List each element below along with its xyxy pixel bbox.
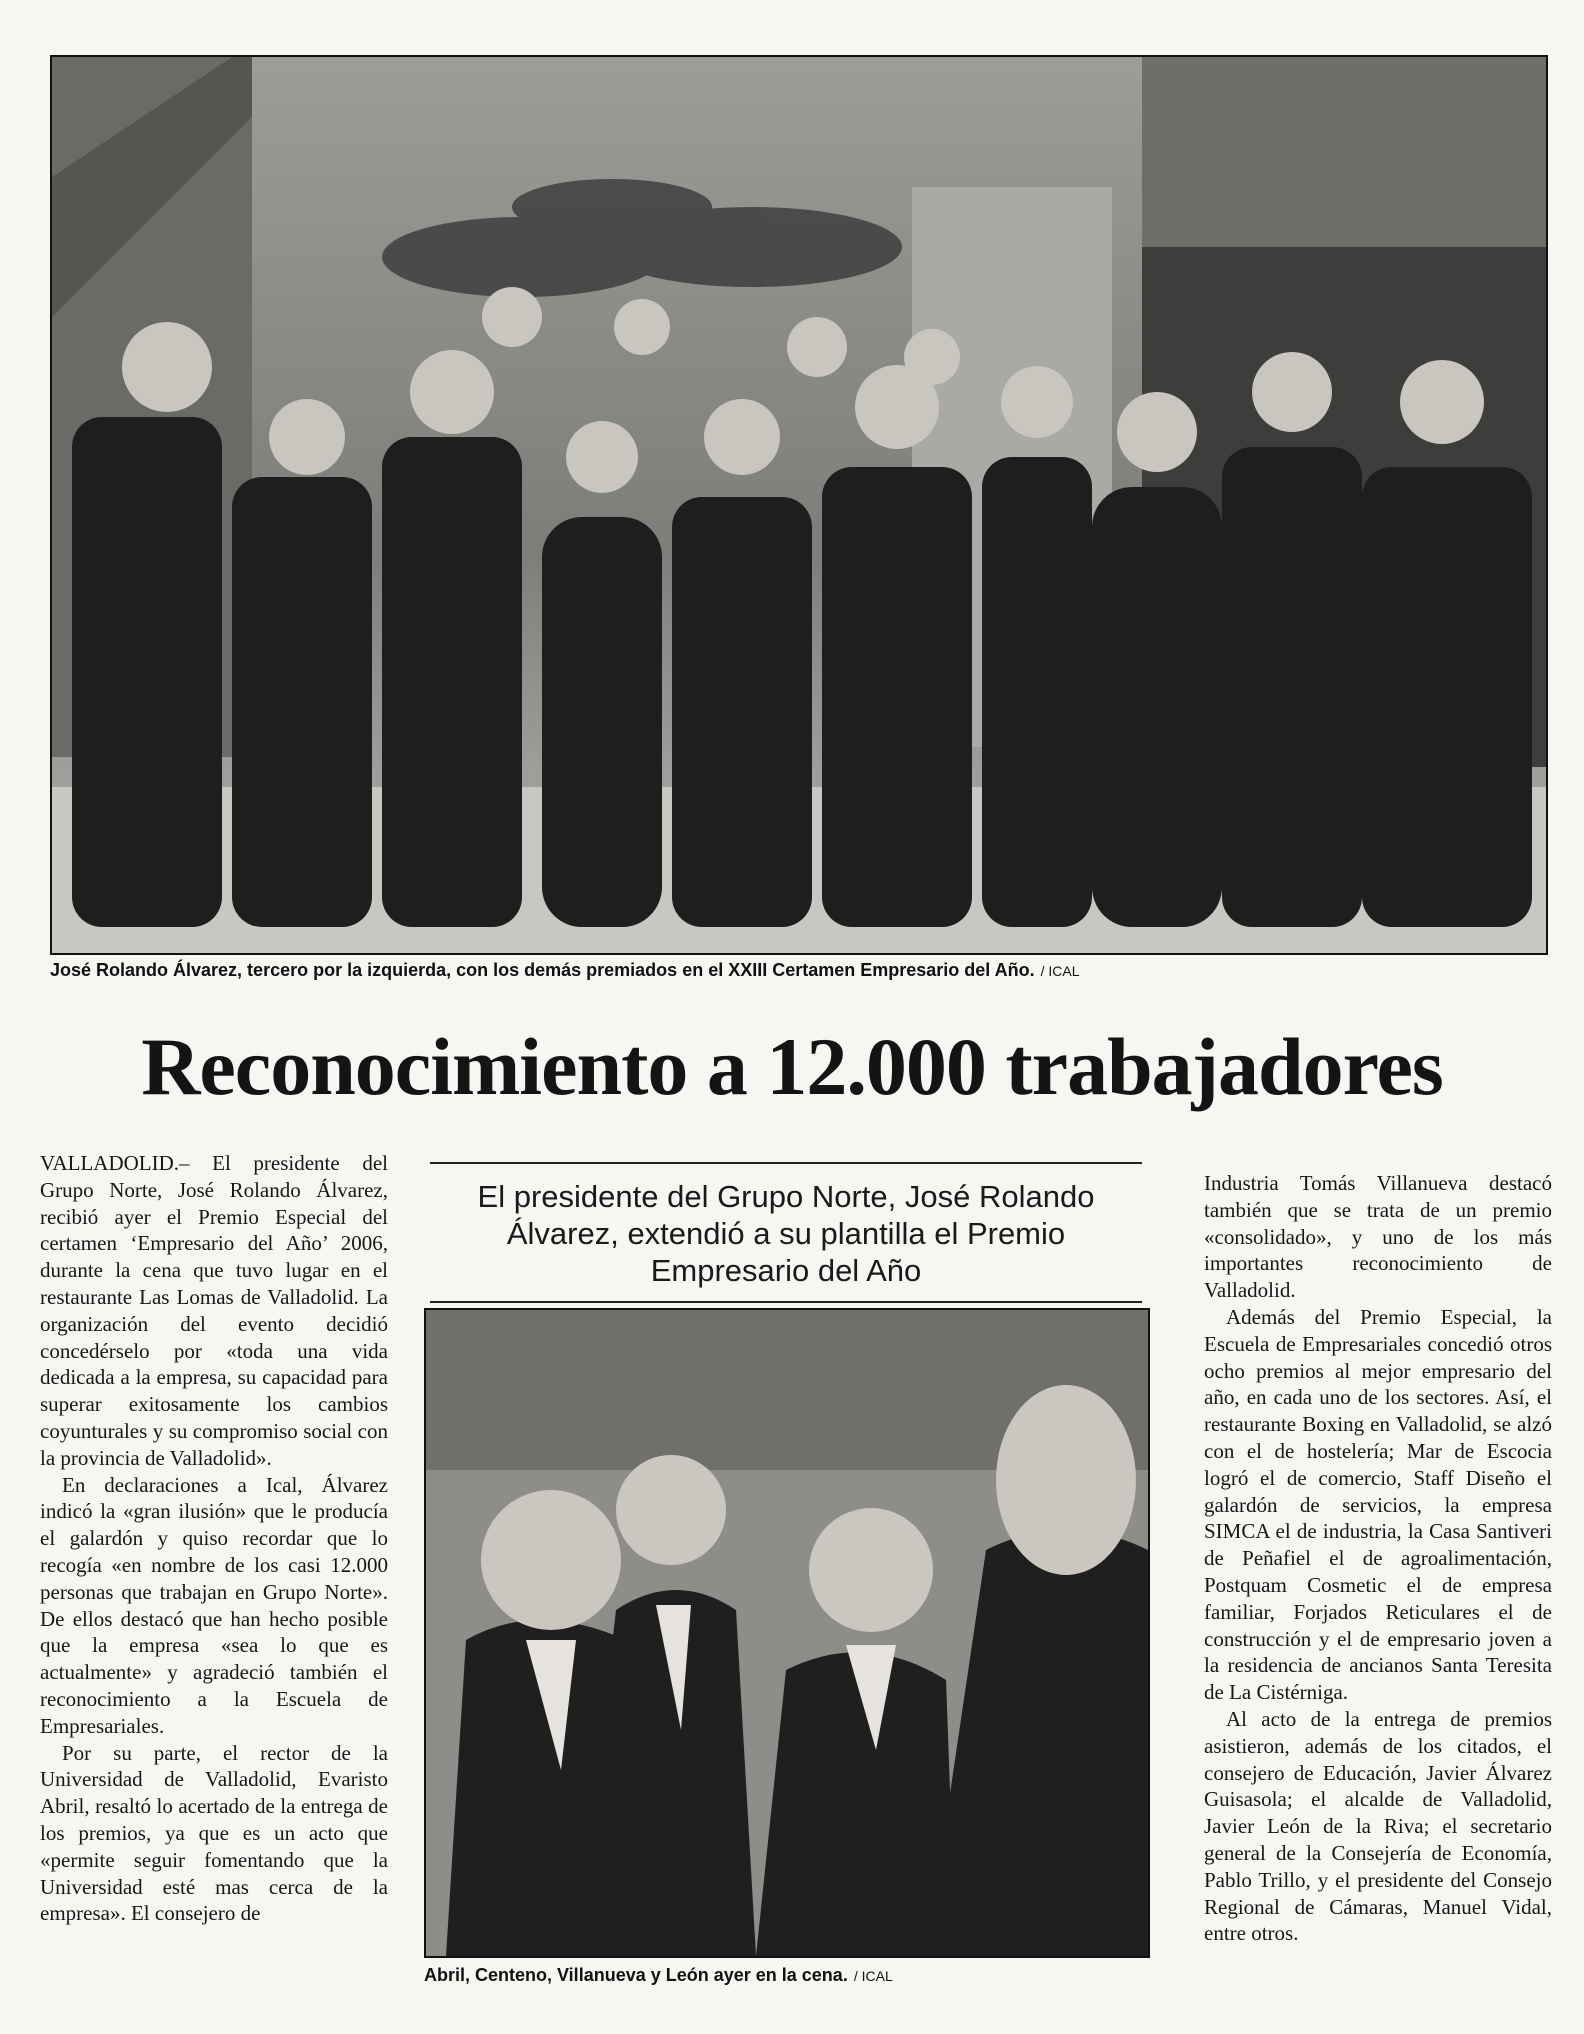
caption-text: José Rolando Álvarez, tercero por la izquierda, con los demás premiados en el XXIII Certamen Empresario del Año. — [50, 960, 1035, 980]
paragraph: Al acto de la entrega de premios asistieron, además de los citados, el consejero de Educación, Javier Álvarez Guisasola; el alcalde de Valladolid, Javier León de la Riva; el secretario general de la Consejería de Economía, Pablo Trillo, y el presidente del Consejo Regional de Cámaras, Manuel Vidal, entre otros. — [1204, 1706, 1552, 1946]
photo-credit: / ICAL — [853, 1968, 893, 1984]
paragraph: Por su parte, el rector de la Universidad de Valladolid, Evaristo Abril, resaltó lo acertado de la entrega de los premios, ya que es un acto que «permite seguir fomentando que la Universidad esté mas cerca de la empresa». El consejero de — [40, 1740, 388, 1926]
dinner-photo — [424, 1308, 1150, 1958]
headline: Reconocimiento a 12.000 trabajadores — [141, 1021, 1443, 1112]
dinner-photo-caption — [424, 1965, 893, 1986]
article-column-left — [40, 1150, 388, 1927]
paragraph: Industria Tomás Villanueva destacó también que se trata de un premio «consolidado», y uno de los más importantes reconocimiento de Valladolid. — [1204, 1171, 1552, 1303]
group-photo — [50, 55, 1548, 955]
paragraph: En declaraciones a Ical, Álvarez indicó la «gran ilusión» que le producía el galardón y quiso recordar que lo recogía «en nombre de los casi 12.000 personas que trabajan en Grupo Norte». De ellos destacó que han hecho posible que la empresa «sea lo que es actualmente» y agradeció también el reconocimiento a la Escuela de Empresariales. — [40, 1472, 388, 1738]
paragraph: Además del Premio Especial, la Escuela de Empresariales concedió otros ocho premios al mejor empresario del año, en cada uno de los sectores. Así, el restaurante Boxing en Valladolid, se alzó con el de hostelería; Mar de Escocia logró el de comercio, Staff Diseño el galardón de servicios, la empresa SIMCA el de industria, la Casa Santiveri de Peñafiel el de agroalimentación, Postquam Cosmetic el de empresa familiar, Forjados Reticulares el de construcción y el de empresario joven a la residencia de ancianos Santa Teresita de La Cistérniga. — [1204, 1304, 1552, 1705]
photo-credit: / ICAL — [1040, 963, 1080, 979]
article-column-right — [1204, 1170, 1552, 1947]
pull-quote: El presidente del Grupo Norte, José Rolando Álvarez, extendió a su plantilla el Premio Empresario del Año — [430, 1162, 1142, 1303]
group-photo-caption — [50, 960, 1080, 981]
dinner-photo-image — [426, 1310, 1148, 1956]
caption-text: Abril, Centeno, Villanueva y León ayer en la cena. — [424, 1965, 848, 1985]
group-photo-image — [52, 57, 1546, 953]
paragraph: VALLADOLID.– El presidente del Grupo Norte, José Rolando Álvarez, recibió ayer el Premio Especial del certamen ‘Empresario del Año’ 2006, durante la cena que tuvo lugar en el restaurante Las Lomas de Valladolid. La organización del evento decidió concedérselo por «toda una vida dedicada a la empresa, su capacidad para superar exitosamente los cambios coyunturales y su compromiso social con la provincia de Valladolid». — [40, 1151, 388, 1470]
